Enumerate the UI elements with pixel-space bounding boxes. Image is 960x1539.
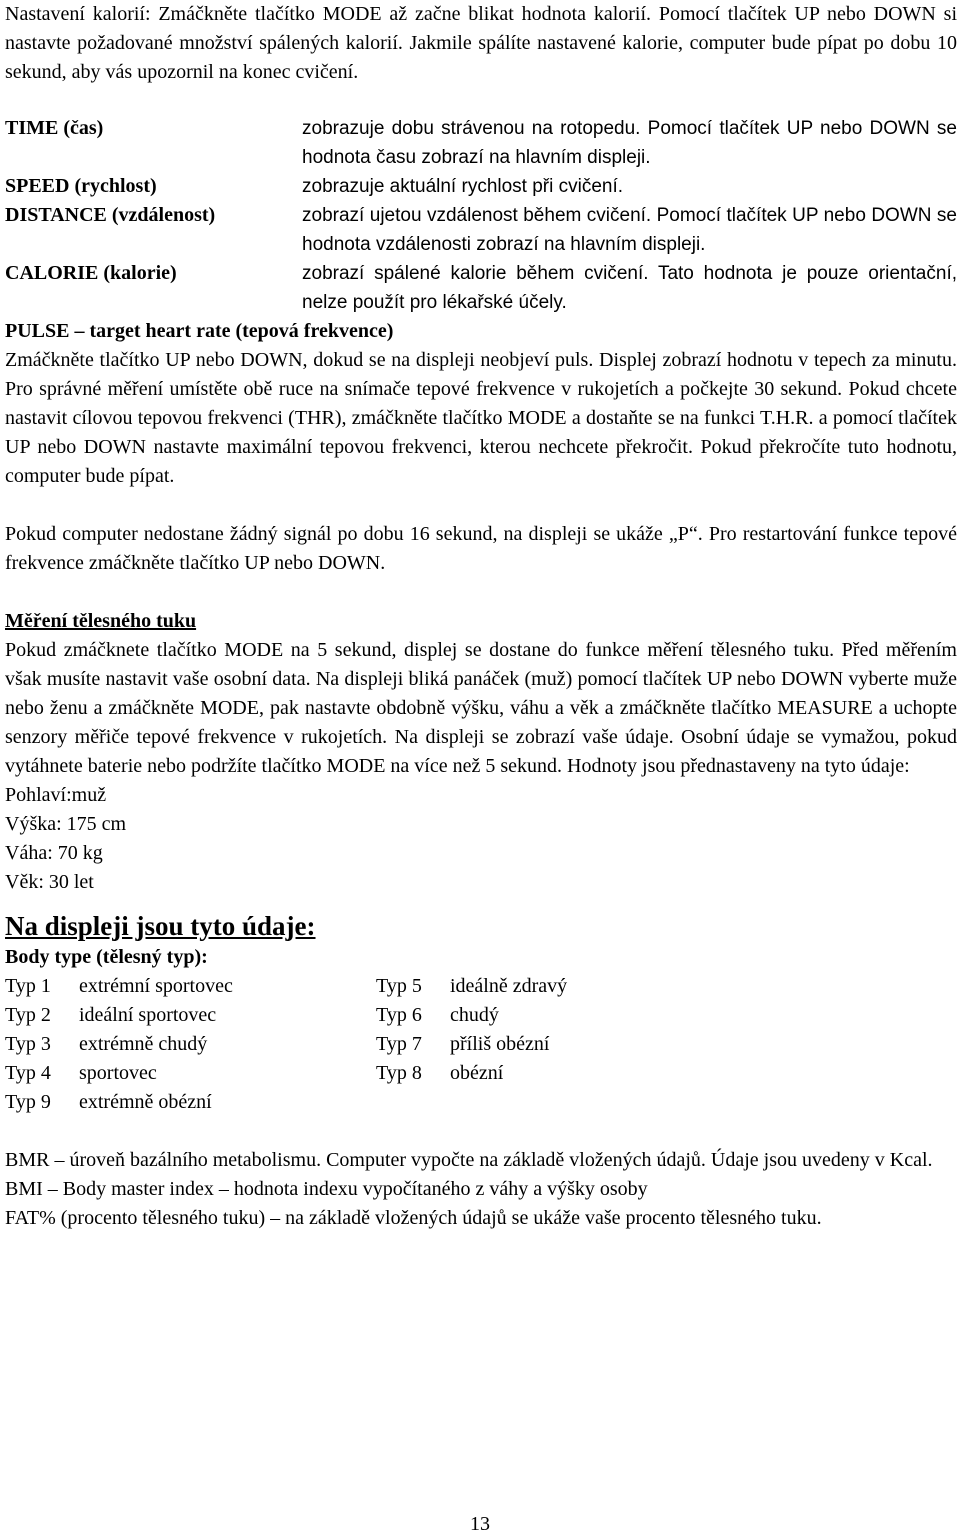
body-fat-heading: Měření tělesného tuku xyxy=(5,610,197,632)
body-type-row xyxy=(5,1030,376,1059)
mode-desc-calorie: zobrazí spálené kalorie během cvičení. Tato hodnota je pouze orientační, nelze použít pro lékařské účely. xyxy=(302,263,957,313)
body-type-column-left xyxy=(5,972,376,1117)
fat-percent-paragraph: FAT% (procento tělesného tuku) – na základě vložených údajů se ukáže vaše procento tělesného tuku. xyxy=(5,1207,822,1229)
mode-desc-time: zobrazuje dobu strávenou na rotopedu. Pomocí tlačítek UP nebo DOWN se hodnota času zobrazí na hlavním displeji. xyxy=(302,118,957,168)
page-number: 13 xyxy=(470,1513,490,1535)
body-type-code: Typ 1 xyxy=(5,975,51,997)
mode-term-calorie: CALORIE (kalorie) xyxy=(5,262,177,284)
display-data-heading: Na displeji jsou tyto údaje: xyxy=(5,911,316,941)
body-type-code: Typ 7 xyxy=(376,1033,422,1055)
mode-term-time: TIME (čas) xyxy=(5,117,104,139)
default-values-list xyxy=(5,781,957,897)
document-page xyxy=(5,0,957,1233)
body-type-label: extrémní sportovec xyxy=(79,975,233,997)
body-type-code: Typ 5 xyxy=(376,975,422,997)
body-type-row xyxy=(376,972,957,1001)
body-type-code: Typ 4 xyxy=(5,1062,51,1084)
body-type-label: ideálně zdravý xyxy=(450,975,568,997)
body-type-label: ideální sportovec xyxy=(79,1004,217,1026)
body-type-column-right xyxy=(376,972,957,1117)
body-type-code: Typ 9 xyxy=(5,1091,51,1113)
mode-table xyxy=(5,114,957,317)
body-type-row xyxy=(376,1030,957,1059)
body-type-row xyxy=(5,1059,376,1088)
body-type-code: Typ 6 xyxy=(376,1004,422,1026)
body-type-row xyxy=(5,972,376,1001)
body-type-row xyxy=(376,1001,957,1030)
default-height: Výška: 175 cm xyxy=(5,813,127,835)
body-type-code: Typ 8 xyxy=(376,1062,422,1084)
body-type-code: Typ 2 xyxy=(5,1004,51,1026)
mode-term-distance: DISTANCE (vzdálenost) xyxy=(5,204,216,226)
body-type-row xyxy=(376,1059,957,1088)
default-weight: Váha: 70 kg xyxy=(5,842,103,864)
pulse-paragraph: Zmáčkněte tlačítko UP nebo DOWN, dokud se na displeji neobjeví puls. Displej zobrazí hodnotu v tepech za minutu. Pro správné měření umístěte obě ruce na snímače tepové frekvence v rukojetích a počkejte 30 sekund. Pokud chcete nastavit cílovou tepovou frekvenci (THR), zmáčkněte tlačítko MODE a dostaňte se na funkci T.H.R. a pomocí tlačítek UP nebo DOWN nastavte maximální tepovou frekvenci, kterou nechcete překročit. Pokud překročíte tuto hodnotu, computer bude pípat. xyxy=(5,349,957,487)
calorie-setting-paragraph: Nastavení kalorií: Zmáčkněte tlačítko MODE až začne blikat hodnota kalorií. Pomocí tlačítek UP nebo DOWN si nastavte požadované množství spálených kalorií. Jakmile spálíte nastavené kalorie, computer bude pípat po dobu 10 sekund, aby vás upozornil na konec cvičení. xyxy=(5,3,957,83)
mode-term-speed: SPEED (rychlost) xyxy=(5,175,157,197)
body-type-table xyxy=(5,972,957,1117)
body-type-code: Typ 3 xyxy=(5,1033,51,1055)
mode-desc-distance: zobrazí ujetou vzdálenost během cvičení. Pomocí tlačítek UP nebo DOWN se hodnota vzdálenosti zobrazí na hlavním displeji. xyxy=(302,205,957,255)
default-gender: Pohlaví:muž xyxy=(5,784,107,806)
body-type-label: příliš obézní xyxy=(450,1033,550,1055)
pulse-signal-paragraph: Pokud computer nedostane žádný signál po dobu 16 sekund, na displeji se ukáže „P“. Pro restartování funkce tepové frekvence zmáčkněte tlačítko UP nebo DOWN. xyxy=(5,523,957,574)
bmi-paragraph: BMI – Body master index – hodnota indexu vypočítaného z váhy a výšky osoby xyxy=(5,1178,648,1200)
spacer xyxy=(5,578,957,607)
default-age: Věk: 30 let xyxy=(5,871,94,893)
body-type-row xyxy=(5,1088,376,1117)
body-type-label: extrémně chudý xyxy=(79,1033,208,1055)
body-type-label: obézní xyxy=(450,1062,504,1084)
spacer xyxy=(5,1117,957,1146)
body-type-heading: Body type (tělesný typ): xyxy=(5,946,208,968)
body-type-label: chudý xyxy=(450,1004,499,1026)
body-fat-paragraph: Pokud zmáčknete tlačítko MODE na 5 sekund, displej se dostane do funkce měření tělesného tuku. Před měřením však musíte nastavit vaše osobní data. Na displeji bliká panáček (muž) pomocí tlačítek UP nebo DOWN vyberte muže nebo ženu a zmáčkněte MODE, pak nastavte obdobně výšku, váhu a věk a zmáčkněte tlačítko MEASURE a uchopte senzory měřiče tepové frekvence v rukojetích. Na displeji se zobrazí vaše údaje. Osobní údaje se vymažou, pokud vytáhnete baterie nebo podržíte tlačítko MODE na více než 5 sekund. Hodnoty jsou přednastaveny na tyto údaje: xyxy=(5,639,957,777)
spacer xyxy=(5,491,957,520)
pulse-heading: PULSE – target heart rate (tepová frekvence) xyxy=(5,320,394,342)
body-type-row xyxy=(5,1001,376,1030)
mode-desc-speed: zobrazuje aktuální rychlost při cvičení. xyxy=(302,176,624,197)
body-type-label: sportovec xyxy=(79,1062,157,1084)
body-type-label: extrémně obézní xyxy=(79,1091,212,1113)
bmr-paragraph: BMR – úroveň bazálního metabolismu. Computer vypočte na základě vložených údajů. Údaje jsou uvedeny v Kcal. xyxy=(5,1149,933,1171)
